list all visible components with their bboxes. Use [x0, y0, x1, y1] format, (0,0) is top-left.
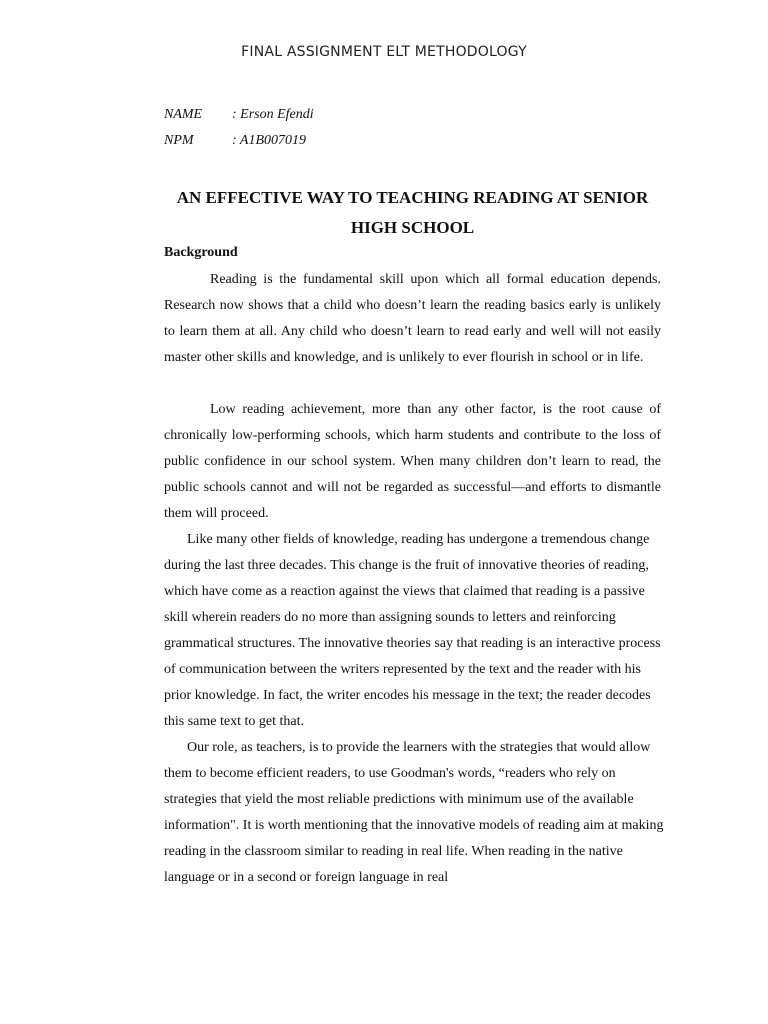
running-header: FINAL ASSIGNMENT ELT METHODOLOGY — [241, 44, 527, 60]
section-heading: Background — [164, 245, 238, 260]
name-value: : Erson Efendi — [232, 107, 314, 122]
body-paragraph: Our role, as teachers, is to provide the learners with the strategies that would allow them to become efficient readers, to use Goodman's words, “readers who rely on strategies that yield the most reliable predictions with minimum use of the available information". It is worth mentioning that the innovative models of reading aim at making reading in the classroom similar to reading in real life. When reading in the native language or in a second or foreign language in real — [164, 740, 664, 885]
body-paragraph: Reading is the fundamental skill upon which all formal education depends. Research now shows that a child who doesn’t learn the reading basics early is unlikely to learn them at all. Any child who doesn’t learn to read early and well will not easily master other skills and knowledge, and is unlikely to ever flourish in school or in life. — [164, 272, 661, 365]
npm-value: : A1B007019 — [232, 133, 307, 148]
document-title: AN EFFECTIVE WAY TO TEACHING READING AT SENIOR HIGH SCHOOL — [176, 188, 649, 237]
name-label: NAME — [164, 107, 203, 122]
npm-label: NPM — [164, 133, 194, 148]
body-paragraph: Low reading achievement, more than any other factor, is the root cause of chronically low-performing schools, which harm students and contribute to the loss of public confidence in our school system. When many children don’t learn to read, the public schools cannot and will not be regarded as successful—and efforts to dismantle them will proceed. — [164, 402, 661, 521]
body-paragraph: Like many other fields of knowledge, reading has undergone a tremendous change during the last three decades. This change is the fruit of innovative theories of reading, which have come as a reaction against the views that claimed that reading is a passive skill wherein readers do no more than assigning sounds to letters and reinforcing grammatical structures. The innovative theories say that reading is an interactive process of communication between the writers represented by the text and the reader with his prior knowledge. In fact, the writer encodes his message in the text; the reader decodes this same text to get that. — [164, 532, 661, 729]
npm-row — [164, 133, 306, 149]
name-row — [164, 107, 314, 123]
